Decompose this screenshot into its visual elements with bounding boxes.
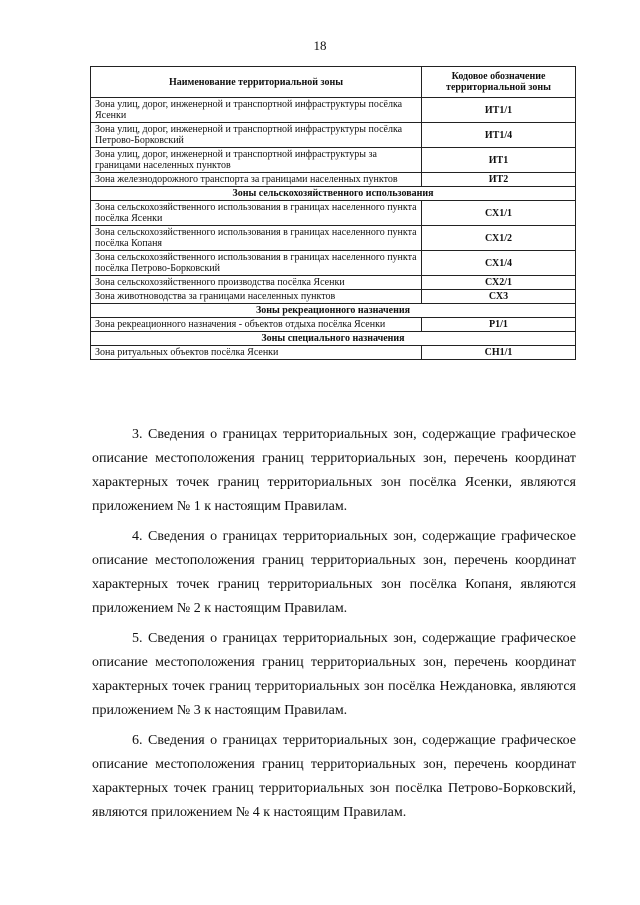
table-row xyxy=(91,123,576,148)
zone-code-cell: ИТ2 xyxy=(422,173,576,187)
paragraph: 4. Сведения о границах территориальных зон, содержащие графическое описание местоположения границ территориальных зон, перечень координат характерных точек границ территориальных зон посёлка Копаня, являются приложением № 2 к настоящим Правилам. xyxy=(92,529,576,616)
zone-code-cell: ИТ1/1 xyxy=(422,98,576,123)
zone-code-cell: СХ1/4 xyxy=(422,251,576,276)
zone-code-cell: СХ1/2 xyxy=(422,226,576,251)
table-row xyxy=(91,148,576,173)
table-row xyxy=(91,290,576,304)
zones-table-body xyxy=(91,98,576,360)
table-row xyxy=(91,346,576,360)
zone-name-cell: Зона улиц, дорог, инженерной и транспортной инфраструктуры посёлка Ясенки xyxy=(91,98,422,123)
section-row xyxy=(91,187,576,201)
header-zone-name: Наименование территориальной зоны xyxy=(91,67,422,98)
zone-code-cell: Р1/1 xyxy=(422,318,576,332)
section-row xyxy=(91,332,576,346)
section-row xyxy=(91,304,576,318)
table-row xyxy=(91,201,576,226)
zone-code-cell: ИТ1 xyxy=(422,148,576,173)
zone-code-cell: СХ3 xyxy=(422,290,576,304)
table-row xyxy=(91,173,576,187)
zone-name-cell: Зона животноводства за границами населенных пунктов xyxy=(91,290,422,304)
zone-name-cell: Зона ритуальных объектов посёлка Ясенки xyxy=(91,346,422,360)
zone-name-cell: Зона сельскохозяйственного использования в границах населенного пункта посёлка Ясенки xyxy=(91,201,422,226)
zone-code-cell: СХ1/1 xyxy=(422,201,576,226)
body-text xyxy=(92,423,576,831)
table-row xyxy=(91,318,576,332)
table-row xyxy=(91,98,576,123)
paragraph: 5. Сведения о границах территориальных зон, содержащие графическое описание местоположения границ территориальных зон, перечень координат характерных точек границ территориальных зон посёлка Неждановка, являются приложением № 3 к настоящим Правилам. xyxy=(92,631,576,718)
paragraph: 6. Сведения о границах территориальных зон, содержащие графическое описание местоположения границ территориальных зон, перечень координат характерных точек границ территориальных зон посёлка Петрово-Борковский, являются приложением № 4 к настоящим Правилам. xyxy=(92,733,576,820)
section-title: Зоны специального назначения xyxy=(91,332,576,346)
zone-name-cell: Зона железнодорожного транспорта за границами населенных пунктов xyxy=(91,173,422,187)
zone-name-cell: Зона улиц, дорог, инженерной и транспортной инфраструктуры за границами населенных пунктов xyxy=(91,148,422,173)
zone-code-cell: СН1/1 xyxy=(422,346,576,360)
zone-name-cell: Зона сельскохозяйственного использования в границах населенного пункта посёлка Копаня xyxy=(91,226,422,251)
zone-name-cell: Зона сельскохозяйственного использования в границах населенного пункта посёлка Петрово-Борковский xyxy=(91,251,422,276)
page-number: 18 xyxy=(313,38,327,53)
zone-name-cell: Зона сельскохозяйственного производства посёлка Ясенки xyxy=(91,276,422,290)
zones-table xyxy=(90,66,576,360)
zone-code-cell: ИТ1/4 xyxy=(422,123,576,148)
header-zone-code: Кодовое обозначение территориальной зоны xyxy=(422,67,576,98)
table-row xyxy=(91,251,576,276)
table-row xyxy=(91,276,576,290)
table-header-row xyxy=(91,67,576,98)
paragraph: 3. Сведения о границах территориальных зон, содержащие графическое описание местоположения границ территориальных зон, перечень координат характерных точек границ территориальных зон посёлка Ясенки, являются приложением № 1 к настоящим Правилам. xyxy=(92,427,576,514)
zone-name-cell: Зона улиц, дорог, инженерной и транспортной инфраструктуры посёлка Петрово-Борковский xyxy=(91,123,422,148)
zone-code-cell: СХ2/1 xyxy=(422,276,576,290)
section-title: Зоны сельскохозяйственного использования xyxy=(91,187,576,201)
section-title: Зоны рекреационного назначения xyxy=(91,304,576,318)
table-row xyxy=(91,226,576,251)
zone-name-cell: Зона рекреационного назначения - объектов отдыха посёлка Ясенки xyxy=(91,318,422,332)
